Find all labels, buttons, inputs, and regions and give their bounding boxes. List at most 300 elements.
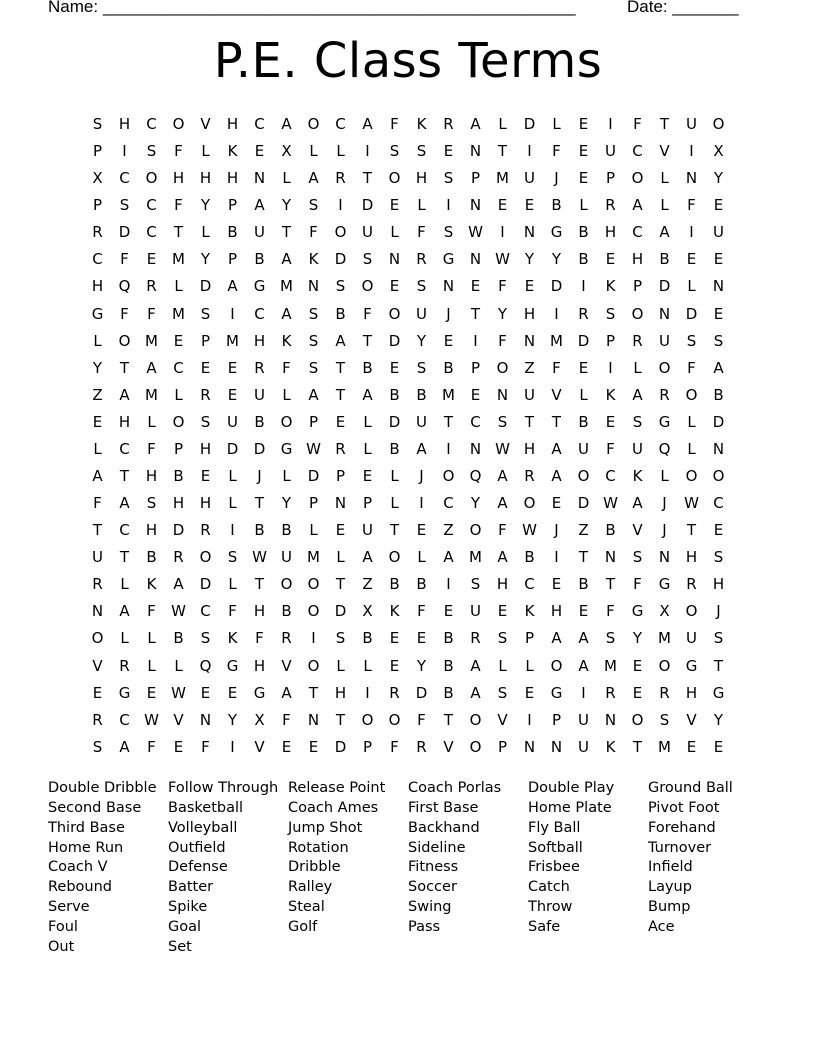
grid-letter: C: [632, 142, 643, 161]
word-list-item: Goal: [168, 918, 202, 935]
grid-letter: T: [362, 331, 373, 350]
grid-letter: A: [146, 358, 157, 377]
grid-letter: P: [308, 412, 319, 431]
grid-letter: H: [91, 277, 104, 296]
grid-letter: N: [550, 737, 563, 756]
grid-letter: D: [199, 575, 212, 594]
grid-letter: B: [443, 656, 454, 675]
grid-letter: S: [632, 548, 643, 567]
grid-letter: E: [389, 196, 400, 215]
grid-letter: H: [631, 250, 644, 269]
grid-letter: E: [713, 521, 724, 540]
grid-letter: I: [500, 223, 505, 242]
grid-letter: B: [713, 385, 724, 404]
grid-letter: I: [230, 304, 235, 323]
grid-letter: P: [551, 710, 562, 729]
grid-letter: L: [228, 575, 237, 594]
grid-letter: Q: [199, 656, 212, 675]
grid-letter: K: [632, 467, 643, 486]
grid-letter: L: [120, 575, 129, 594]
grid-letter: K: [227, 629, 238, 648]
grid-letter: A: [281, 250, 292, 269]
grid-letter: N: [307, 710, 320, 729]
grid-letter: B: [659, 250, 670, 269]
grid-letter: T: [308, 683, 319, 702]
grid-letter: V: [686, 710, 697, 729]
grid-letter: O: [172, 412, 185, 431]
grid-letter: T: [119, 548, 130, 567]
grid-letter: O: [361, 710, 374, 729]
grid-letter: B: [416, 575, 427, 594]
grid-letter: J: [554, 521, 559, 540]
word-list-item: Rotation: [288, 839, 349, 856]
grid-letter: S: [389, 142, 400, 161]
grid-letter: R: [254, 358, 265, 377]
grid-letter: H: [496, 575, 509, 594]
grid-letter: U: [524, 169, 535, 188]
grid-letter: C: [173, 358, 184, 377]
word-list-item: Safe: [528, 918, 561, 935]
grid-letter: E: [443, 331, 454, 350]
grid-letter: G: [253, 277, 266, 296]
grid-letter: H: [334, 683, 347, 702]
grid-letter: W: [252, 548, 267, 567]
grid-letter: Y: [281, 196, 292, 215]
grid-letter: A: [713, 358, 724, 377]
grid-letter: H: [550, 602, 563, 621]
grid-letter: L: [336, 142, 345, 161]
grid-letter: U: [254, 223, 265, 242]
grid-letter: A: [551, 467, 562, 486]
grid-letter: T: [443, 412, 454, 431]
grid-letter: I: [365, 142, 370, 161]
grid-letter: B: [281, 521, 292, 540]
grid-letter: I: [122, 142, 127, 161]
grid-letter: A: [578, 656, 589, 675]
grid-letter: D: [658, 277, 671, 296]
grid-letter: A: [632, 494, 643, 513]
grid-letter: L: [282, 467, 291, 486]
grid-letter: L: [174, 277, 183, 296]
grid-letter: A: [632, 196, 643, 215]
grid-letter: L: [363, 412, 372, 431]
grid-letter: L: [309, 521, 318, 540]
grid-letter: G: [685, 656, 698, 675]
word-list-item: Softball: [528, 839, 583, 856]
grid-letter: P: [362, 494, 373, 513]
grid-letter: A: [119, 385, 130, 404]
grid-letter: B: [389, 385, 400, 404]
word-list-item: Coach Porlas: [408, 780, 502, 796]
grid-letter: Y: [416, 331, 427, 350]
grid-letter: F: [309, 223, 318, 242]
grid-letter: V: [497, 710, 508, 729]
grid-letter: C: [605, 467, 616, 486]
grid-letter: O: [685, 467, 698, 486]
grid-letter: P: [470, 358, 481, 377]
grid-letter: N: [91, 602, 104, 621]
grid-letter: M: [280, 277, 293, 296]
grid-letter: A: [119, 494, 130, 513]
grid-letter: Y: [470, 494, 481, 513]
grid-letter: S: [335, 277, 346, 296]
grid-letter: T: [335, 358, 346, 377]
grid-letter: G: [550, 683, 563, 702]
grid-letter: B: [578, 412, 589, 431]
grid-letter: S: [713, 629, 724, 648]
grid-letter: L: [174, 656, 183, 675]
grid-letter: G: [253, 683, 266, 702]
grid-letter: T: [605, 575, 616, 594]
grid-letter: R: [686, 575, 697, 594]
grid-letter: R: [416, 250, 427, 269]
grid-letter: F: [498, 331, 507, 350]
grid-letter: U: [362, 521, 373, 540]
grid-letter: L: [201, 223, 210, 242]
grid-letter: Y: [281, 494, 292, 513]
grid-letter: E: [389, 277, 400, 296]
grid-letter: T: [686, 521, 697, 540]
grid-letter: K: [281, 331, 292, 350]
grid-letter: B: [173, 629, 184, 648]
grid-letter: F: [417, 710, 426, 729]
grid-letter: C: [254, 115, 265, 133]
grid-letter: K: [416, 115, 427, 133]
grid-letter: V: [200, 115, 211, 133]
grid-letter: F: [498, 277, 507, 296]
grid-letter: T: [254, 575, 265, 594]
grid-letter: I: [608, 115, 613, 133]
grid-letter: U: [227, 412, 238, 431]
word-list-item: Serve: [48, 899, 90, 916]
grid-letter: M: [172, 250, 185, 269]
grid-letter: Y: [416, 656, 427, 675]
grid-letter: N: [658, 548, 671, 567]
grid-letter: T: [497, 142, 508, 161]
word-list-item: Steal: [288, 899, 325, 916]
grid-letter: T: [551, 412, 562, 431]
grid-letter: O: [658, 656, 671, 675]
grid-letter: H: [145, 521, 158, 540]
grid-letter: D: [334, 250, 347, 269]
grid-letter: E: [281, 737, 292, 756]
grid-letter: E: [416, 629, 427, 648]
grid-letter: O: [631, 304, 644, 323]
grid-letter: S: [308, 358, 319, 377]
grid-letter: Z: [443, 521, 454, 540]
grid-letter: F: [174, 142, 183, 161]
grid-letter: A: [470, 683, 481, 702]
grid-letter: B: [443, 683, 454, 702]
grid-letter: J: [554, 169, 559, 188]
grid-letter: L: [498, 115, 507, 133]
grid-letter: Y: [200, 196, 211, 215]
word-list-item: Follow Through: [168, 780, 279, 796]
grid-letter: Z: [92, 385, 103, 404]
grid-letter: O: [685, 385, 698, 404]
grid-letter: A: [632, 385, 643, 404]
grid-letter: N: [658, 304, 671, 323]
grid-letter: L: [660, 467, 669, 486]
grid-letter: P: [470, 169, 481, 188]
grid-letter: I: [230, 521, 235, 540]
grid-letter: A: [578, 629, 589, 648]
grid-letter: R: [416, 737, 427, 756]
grid-letter: Y: [551, 250, 562, 269]
grid-letter: N: [523, 331, 536, 350]
grid-letter: E: [632, 656, 643, 675]
grid-letter: R: [470, 629, 481, 648]
grid-letter: L: [498, 656, 507, 675]
grid-letter: U: [578, 737, 589, 756]
grid-letter: T: [389, 521, 400, 540]
grid-letter: L: [282, 385, 291, 404]
grid-letter: F: [147, 602, 156, 621]
grid-letter: F: [147, 439, 156, 458]
grid-letter: L: [147, 412, 156, 431]
grid-letter: G: [658, 412, 671, 431]
grid-letter: W: [306, 439, 321, 458]
grid-letter: A: [497, 548, 508, 567]
grid-letter: V: [254, 737, 265, 756]
grid-letter: M: [226, 331, 239, 350]
grid-letter: T: [335, 710, 346, 729]
grid-letter: E: [470, 277, 481, 296]
grid-letter: H: [523, 304, 536, 323]
grid-letter: F: [417, 602, 426, 621]
grid-letter: U: [632, 439, 643, 458]
grid-letter: E: [227, 358, 238, 377]
grid-letter: T: [632, 737, 643, 756]
grid-letter: T: [578, 548, 589, 567]
grid-letter: R: [173, 548, 184, 567]
word-list-item: Out: [48, 938, 75, 955]
grid-letter: T: [659, 115, 670, 133]
grid-letter: O: [307, 575, 320, 594]
grid-letter: H: [253, 656, 266, 675]
grid-letter: C: [524, 575, 535, 594]
grid-letter: S: [335, 629, 346, 648]
grid-letter: E: [524, 277, 535, 296]
grid-letter: G: [226, 656, 239, 675]
grid-letter: E: [551, 494, 562, 513]
word-list-item: Home Plate: [528, 799, 612, 816]
word-list-item: Release Point: [288, 780, 386, 796]
grid-letter: G: [712, 683, 725, 702]
grid-letter: L: [336, 656, 345, 675]
grid-letter: G: [631, 602, 644, 621]
grid-letter: E: [146, 250, 157, 269]
grid-letter: V: [632, 521, 643, 540]
grid-letter: M: [550, 331, 563, 350]
word-list-item: Golf: [288, 918, 318, 935]
grid-letter: U: [686, 629, 697, 648]
grid-letter: G: [442, 250, 455, 269]
grid-letter: E: [713, 304, 724, 323]
word-list-item: Second Base: [48, 799, 142, 816]
word-list-item: Catch: [528, 879, 570, 896]
grid-letter: A: [470, 656, 481, 675]
grid-letter: O: [172, 115, 185, 133]
word-list-item: Double Dribble: [48, 780, 157, 796]
grid-letter: U: [416, 412, 427, 431]
grid-letter: L: [687, 439, 696, 458]
grid-letter: S: [497, 412, 508, 431]
grid-letter: X: [92, 169, 103, 188]
grid-letter: S: [308, 331, 319, 350]
grid-letter: B: [578, 250, 589, 269]
grid-letter: D: [415, 683, 428, 702]
grid-letter: S: [470, 575, 481, 594]
grid-letter: J: [716, 602, 721, 621]
grid-letter: Y: [524, 250, 535, 269]
grid-letter: S: [308, 304, 319, 323]
word-list-item: Throw: [528, 899, 573, 916]
grid-letter: Q: [118, 277, 131, 296]
grid-letter: M: [658, 629, 671, 648]
grid-letter: L: [579, 196, 588, 215]
grid-letter: A: [416, 439, 427, 458]
grid-letter: I: [365, 683, 370, 702]
grid-letter: H: [172, 494, 185, 513]
grid-letter: N: [253, 169, 266, 188]
grid-letter: E: [200, 467, 211, 486]
grid-letter: S: [416, 277, 427, 296]
grid-letter: Z: [578, 521, 589, 540]
word-list-item: Frisbee: [528, 859, 580, 876]
grid-letter: A: [308, 169, 319, 188]
grid-letter: P: [308, 494, 319, 513]
grid-letter: H: [199, 439, 212, 458]
grid-letter: U: [659, 331, 670, 350]
grid-letter: Z: [362, 575, 373, 594]
word-list: [48, 778, 768, 957]
grid-letter: C: [713, 494, 724, 513]
grid-letter: O: [712, 467, 725, 486]
grid-letter: I: [446, 196, 451, 215]
grid-letter: R: [335, 439, 346, 458]
grid-letter: R: [281, 629, 292, 648]
grid-letter: T: [281, 223, 292, 242]
grid-letter: D: [199, 277, 212, 296]
grid-letter: O: [388, 169, 401, 188]
grid-letter: L: [93, 331, 102, 350]
grid-letter: B: [227, 223, 238, 242]
grid-letter: F: [552, 358, 561, 377]
grid-letter: O: [91, 629, 104, 648]
grid-letter: M: [442, 385, 455, 404]
grid-letter: N: [442, 277, 455, 296]
grid-letter: L: [174, 385, 183, 404]
grid-letter: S: [227, 548, 238, 567]
word-list-item: Set: [168, 938, 192, 955]
grid-letter: D: [685, 304, 698, 323]
grid-letter: H: [199, 169, 212, 188]
grid-letter: O: [145, 169, 158, 188]
grid-letter: F: [633, 115, 642, 133]
grid-letter: S: [146, 494, 157, 513]
grid-letter: E: [578, 169, 589, 188]
grid-letter: E: [389, 656, 400, 675]
grid-letter: M: [469, 548, 482, 567]
grid-letter: O: [388, 304, 401, 323]
grid-letter: O: [523, 494, 536, 513]
grid-letter: B: [362, 629, 373, 648]
grid-letter: F: [606, 439, 615, 458]
grid-letter: A: [362, 548, 373, 567]
grid-letter: L: [417, 196, 426, 215]
grid-letter: I: [554, 304, 559, 323]
grid-letter: U: [92, 548, 103, 567]
grid-letter: U: [470, 602, 481, 621]
grid-letter: E: [632, 683, 643, 702]
word-list-item: Swing: [408, 899, 452, 916]
grid-letter: F: [147, 737, 156, 756]
grid-letter: N: [469, 142, 482, 161]
grid-letter: C: [119, 710, 130, 729]
grid-letter: M: [604, 656, 617, 675]
grid-letter: R: [605, 196, 616, 215]
word-list-item: Ground Ball: [648, 780, 733, 796]
grid-letter: C: [200, 602, 211, 621]
grid-letter: R: [146, 277, 157, 296]
grid-letter: I: [554, 548, 559, 567]
grid-letter: L: [687, 277, 696, 296]
grid-letter: L: [147, 656, 156, 675]
grid-letter: F: [120, 250, 129, 269]
grid-letter: F: [498, 521, 507, 540]
grid-letter: S: [497, 683, 508, 702]
grid-letter: H: [253, 602, 266, 621]
grid-letter: U: [281, 548, 292, 567]
grid-letter: L: [660, 169, 669, 188]
grid-letter: A: [281, 115, 292, 133]
grid-letter: I: [311, 629, 316, 648]
grid-letter: G: [658, 575, 671, 594]
grid-letter: Y: [632, 629, 643, 648]
grid-letter: A: [443, 548, 454, 567]
grid-letter: M: [496, 169, 509, 188]
grid-letter: A: [92, 467, 103, 486]
grid-letter: D: [550, 277, 563, 296]
grid-letter: K: [227, 142, 238, 161]
grid-letter: F: [633, 575, 642, 594]
grid-letter: R: [335, 169, 346, 188]
grid-letter: I: [689, 142, 694, 161]
grid-letter: I: [527, 142, 532, 161]
grid-letter: C: [92, 250, 103, 269]
grid-letter: O: [550, 656, 563, 675]
grid-letter: N: [469, 439, 482, 458]
grid-letter: H: [685, 548, 698, 567]
grid-letter: T: [470, 304, 481, 323]
grid-letter: N: [604, 710, 617, 729]
grid-letter: K: [524, 602, 535, 621]
grid-letter: S: [659, 710, 670, 729]
grid-letter: L: [525, 656, 534, 675]
grid-letter: G: [280, 439, 293, 458]
grid-letter: X: [362, 602, 373, 621]
grid-letter: E: [605, 250, 616, 269]
grid-letter: A: [362, 115, 373, 133]
grid-letter: A: [281, 683, 292, 702]
grid-letter: U: [686, 115, 697, 133]
grid-letter: E: [173, 737, 184, 756]
grid-letter: E: [227, 683, 238, 702]
grid-letter: S: [497, 629, 508, 648]
grid-letter: H: [118, 412, 131, 431]
grid-letter: E: [200, 683, 211, 702]
